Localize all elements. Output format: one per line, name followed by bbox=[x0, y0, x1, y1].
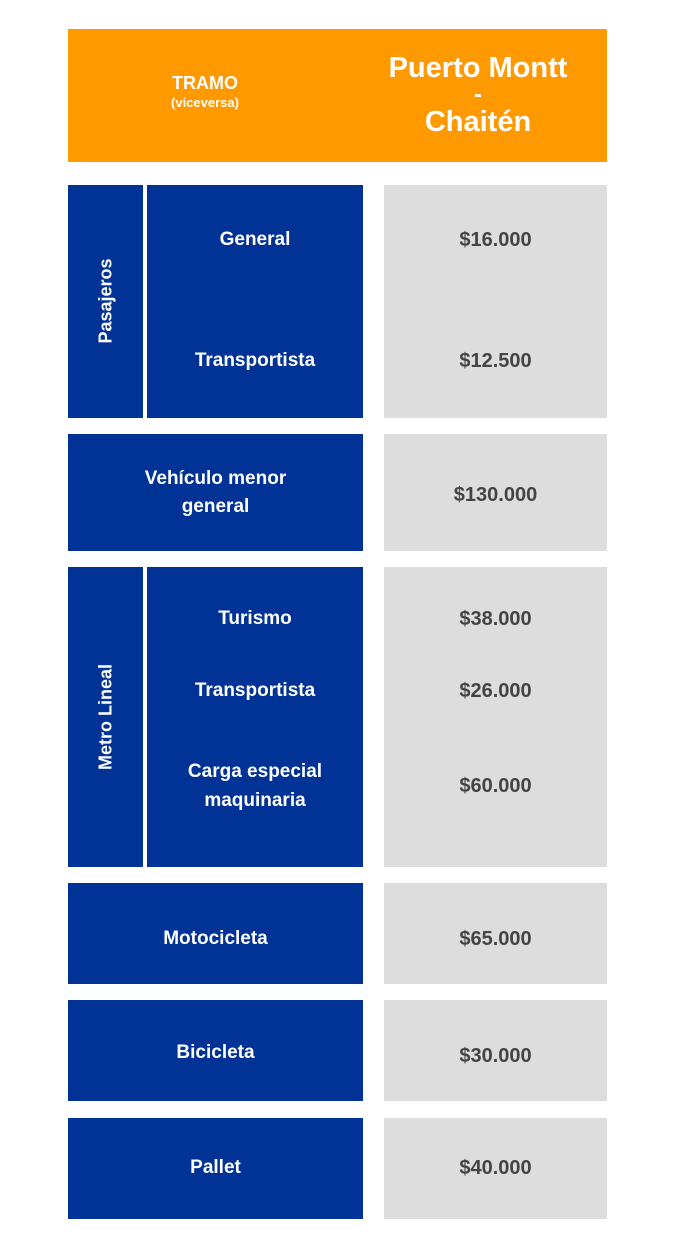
route-origin: Puerto Montt bbox=[388, 52, 568, 84]
pallet-price: $40.000 bbox=[459, 1157, 532, 1179]
metro-transportista-label: Transportista bbox=[194, 680, 316, 701]
metro-lineal-type-cell bbox=[147, 567, 363, 867]
metro-turismo-label: Turismo bbox=[218, 608, 292, 629]
route-title bbox=[363, 53, 593, 137]
vehiculo-label-line2: general bbox=[181, 496, 250, 517]
metro-lineal-group-cell bbox=[68, 567, 143, 867]
vehiculo-price: $130.000 bbox=[453, 484, 538, 506]
metro-carga-label-line1: Carga especial bbox=[187, 761, 323, 782]
vehiculo-label-cell bbox=[68, 434, 363, 551]
pallet-label: Pallet bbox=[190, 1157, 241, 1178]
metro-lineal-group-label: Metro Lineal bbox=[95, 664, 116, 771]
metro-carga-label-line2: maquinaria bbox=[204, 790, 306, 811]
tramo-subtitle: (viceversa) bbox=[171, 95, 239, 110]
pasajeros-general-price: $16.000 bbox=[459, 229, 532, 251]
motocicleta-label: Motocicleta bbox=[163, 928, 268, 949]
bicicleta-label: Bicicleta bbox=[176, 1042, 255, 1063]
pasajeros-type-cell bbox=[147, 185, 363, 418]
pasajeros-transportista-label: Transportista bbox=[194, 350, 316, 371]
tramo-label-group bbox=[68, 71, 342, 111]
route-separator: - bbox=[474, 81, 482, 108]
pasajeros-group-label: Pasajeros bbox=[95, 258, 116, 344]
motocicleta-label-cell bbox=[68, 883, 363, 984]
motocicleta-price-cell bbox=[384, 883, 607, 984]
metro-lineal-price-cell bbox=[384, 567, 607, 867]
bicicleta-price: $30.000 bbox=[459, 1045, 532, 1067]
metro-turismo-price: $38.000 bbox=[459, 608, 532, 630]
metro-transportista-price: $26.000 bbox=[459, 680, 532, 702]
vehiculo-label-line1: Vehículo menor bbox=[144, 468, 287, 489]
pallet-label-cell bbox=[68, 1118, 363, 1219]
tramo-label: TRAMO bbox=[172, 73, 238, 93]
motocicleta-price: $65.000 bbox=[459, 928, 532, 950]
pasajeros-general-label: General bbox=[219, 229, 291, 250]
route-header bbox=[68, 29, 607, 162]
vehiculo-price-cell bbox=[384, 434, 607, 551]
bicicleta-price-cell bbox=[384, 1000, 607, 1101]
bicicleta-label-cell bbox=[68, 1000, 363, 1101]
metro-carga-price: $60.000 bbox=[459, 775, 532, 797]
pasajeros-group-cell bbox=[68, 185, 143, 418]
pallet-price-cell bbox=[384, 1118, 607, 1219]
route-destination: Chaitén bbox=[424, 106, 532, 138]
pasajeros-transportista-price: $12.500 bbox=[459, 350, 532, 372]
pasajeros-price-cell bbox=[384, 185, 607, 418]
